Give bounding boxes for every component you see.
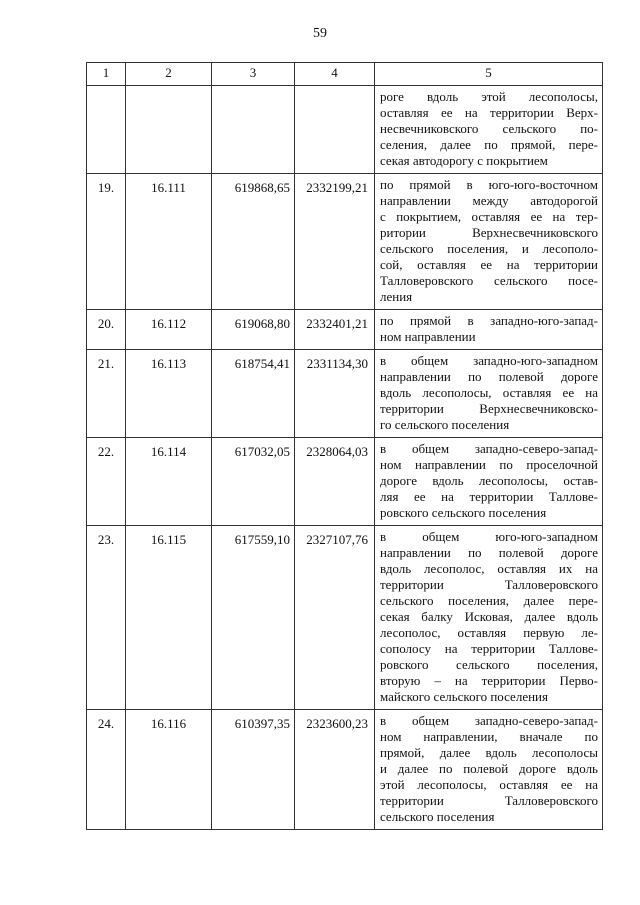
description-line: дороге вдоль лесополосы, остав- [380, 473, 598, 488]
description-line: в общем юго-юго-западном [380, 529, 598, 544]
description-line: по прямой в юго-юго-восточном [380, 177, 598, 192]
point-id-cell [126, 86, 212, 174]
point-id-cell: 16.116 [126, 710, 212, 830]
table-row [87, 526, 603, 710]
description-line: майского сельского поселения [380, 689, 548, 704]
table-row [87, 438, 603, 526]
description-line: и далее по полевой дороге вдоль [380, 761, 598, 776]
column-header-4: 4 [295, 63, 375, 86]
description-line: селения, далее по прямой, пере- [380, 137, 598, 152]
description-line: вдоль лесополосы, оставляя ее на [380, 385, 598, 400]
description-line: лесополос, оставляя первую ле- [380, 625, 598, 640]
column-header-1: 1 [87, 63, 126, 86]
description-line: в общем западно-юго-западном [380, 353, 598, 368]
description-line: Талловеровского сельского посе- [380, 273, 598, 288]
y-coordinate-cell: 2327107,76 [295, 526, 375, 710]
description-line: территории Талловеровского [380, 793, 598, 808]
x-coordinate-cell [212, 86, 295, 174]
y-coordinate-cell: 2331134,30 [295, 350, 375, 438]
description-line: го сельского поселения [380, 417, 510, 432]
description-line: в общем западно-северо-запад- [380, 713, 598, 728]
row-number-cell: 21. [87, 350, 126, 438]
page-number: 59 [313, 26, 327, 41]
description-cell [375, 350, 603, 438]
description-line: направлении по полевой дороге [380, 545, 598, 560]
description-line: оставляя ее на территории Верх- [380, 105, 598, 120]
table-row [87, 350, 603, 438]
description-line: ном направлении [380, 329, 476, 344]
table-header-row [87, 63, 603, 86]
description-line: ляя ее на территории Таллове- [380, 489, 598, 504]
table-body [87, 86, 603, 830]
x-coordinate-cell: 618754,41 [212, 350, 295, 438]
description-line: ровского сельского поселения, [380, 657, 598, 672]
description-line: направлении между автодорогой [380, 193, 598, 208]
y-coordinate-cell: 2323600,23 [295, 710, 375, 830]
x-coordinate-cell: 610397,35 [212, 710, 295, 830]
description-line: с покрытием, оставляя ее на тер- [380, 209, 598, 224]
description-line: в общем западно-северо-запад- [380, 441, 598, 456]
description-line: сой, оставляя ее на территории [380, 257, 598, 272]
description-line: сельского поселения, и лесополо- [380, 241, 598, 256]
description-line: несвечниковского сельского по- [380, 121, 598, 136]
description-cell [375, 710, 603, 830]
y-coordinate-cell: 2328064,03 [295, 438, 375, 526]
y-coordinate-cell [295, 86, 375, 174]
description-cell [375, 174, 603, 310]
point-id-cell: 16.114 [126, 438, 212, 526]
point-id-cell: 16.113 [126, 350, 212, 438]
x-coordinate-cell: 617559,10 [212, 526, 295, 710]
description-line: ровского сельского поселения [380, 505, 547, 520]
description-cell [375, 310, 603, 350]
table-row [87, 86, 603, 174]
row-number-cell: 20. [87, 310, 126, 350]
point-id-cell: 16.112 [126, 310, 212, 350]
row-number-cell: 22. [87, 438, 126, 526]
description-line: по прямой в западно-юго-запад- [380, 313, 598, 328]
description-line: территории Верхнесвечниковско- [380, 401, 598, 416]
description-cell [375, 526, 603, 710]
description-line: секая автодорогу с покрытием [380, 153, 548, 168]
description-line: ном направлении, вначале по [380, 729, 598, 744]
description-line: направлении по полевой дороге [380, 369, 598, 384]
table-row [87, 310, 603, 350]
description-line: секая балку Исковая, далее вдоль [380, 609, 598, 624]
y-coordinate-cell: 2332199,21 [295, 174, 375, 310]
x-coordinate-cell: 617032,05 [212, 438, 295, 526]
description-line: вдоль лесополос, оставляя их на [380, 561, 598, 576]
description-line: сельского поселения, далее пере- [380, 593, 598, 608]
description-cell [375, 86, 603, 174]
table-row [87, 710, 603, 830]
row-number-cell: 19. [87, 174, 126, 310]
description-line: сельского поселения [380, 809, 495, 824]
description-line: прямой, далее вдоль лесополосы [380, 745, 598, 760]
description-line: сополосу на территории Таллове- [380, 641, 598, 656]
x-coordinate-cell: 619868,65 [212, 174, 295, 310]
description-cell [375, 438, 603, 526]
column-header-3: 3 [212, 63, 295, 86]
column-header-5: 5 [375, 63, 603, 86]
column-header-2: 2 [126, 63, 212, 86]
description-line: вторую – на территории Перво- [380, 673, 598, 688]
description-line: ном направлении по проселочной [380, 457, 598, 472]
row-number-cell: 24. [87, 710, 126, 830]
description-line: роге вдоль этой лесополосы, [380, 89, 598, 104]
description-line: этой лесополосы, оставляя ее на [380, 777, 598, 792]
description-line: ления [380, 289, 413, 304]
table-row [87, 174, 603, 310]
description-line: ритории Верхнесвечниковского [380, 225, 598, 240]
description-line: территории Талловеровского [380, 577, 598, 592]
boundary-table [86, 62, 603, 830]
point-id-cell: 16.111 [126, 174, 212, 310]
y-coordinate-cell: 2332401,21 [295, 310, 375, 350]
row-number-cell [87, 86, 126, 174]
x-coordinate-cell: 619068,80 [212, 310, 295, 350]
point-id-cell: 16.115 [126, 526, 212, 710]
row-number-cell: 23. [87, 526, 126, 710]
